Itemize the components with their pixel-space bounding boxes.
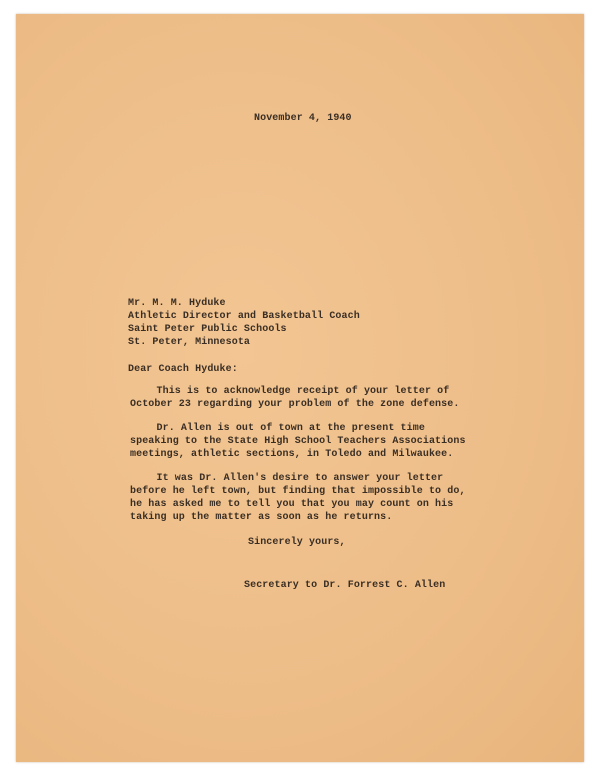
signature-line: Secretary to Dr. Forrest C. Allen xyxy=(244,580,446,591)
paragraph-3-line-3: he has asked me to tell you that you may count on his xyxy=(130,499,454,510)
paragraph-2-line-1: Dr. Allen is out of town at the present time xyxy=(126,423,425,434)
paragraph-3-line-1: It was Dr. Allen's desire to answer your letter xyxy=(126,473,444,484)
paragraph-1-line-2: October 23 regarding your problem of the zone defense. xyxy=(130,399,460,410)
recipient-title: Athletic Director and Basketball Coach xyxy=(128,311,360,322)
paragraph-2-line-2: speaking to the State High School Teachers Associations xyxy=(130,436,466,447)
paragraph-2-line-3: meetings, athletic sections, in Toledo and Milwaukee. xyxy=(130,449,454,460)
paragraph-3-line-4: taking up the matter as soon as he returns. xyxy=(130,512,393,523)
recipient-city: St. Peter, Minnesota xyxy=(128,337,251,348)
closing: Sincerely yours, xyxy=(248,537,346,548)
salutation: Dear Coach Hyduke: xyxy=(128,364,238,375)
letter-page xyxy=(16,14,584,762)
paragraph-3-line-2: before he left town, but finding that impossible to do, xyxy=(130,486,466,497)
recipient-organization: Saint Peter Public Schools xyxy=(128,324,287,335)
recipient-name: Mr. M. M. Hyduke xyxy=(128,298,226,309)
paragraph-1-line-1: This is to acknowledge receipt of your letter of xyxy=(126,386,450,397)
letter-date: November 4, 1940 xyxy=(254,113,352,124)
